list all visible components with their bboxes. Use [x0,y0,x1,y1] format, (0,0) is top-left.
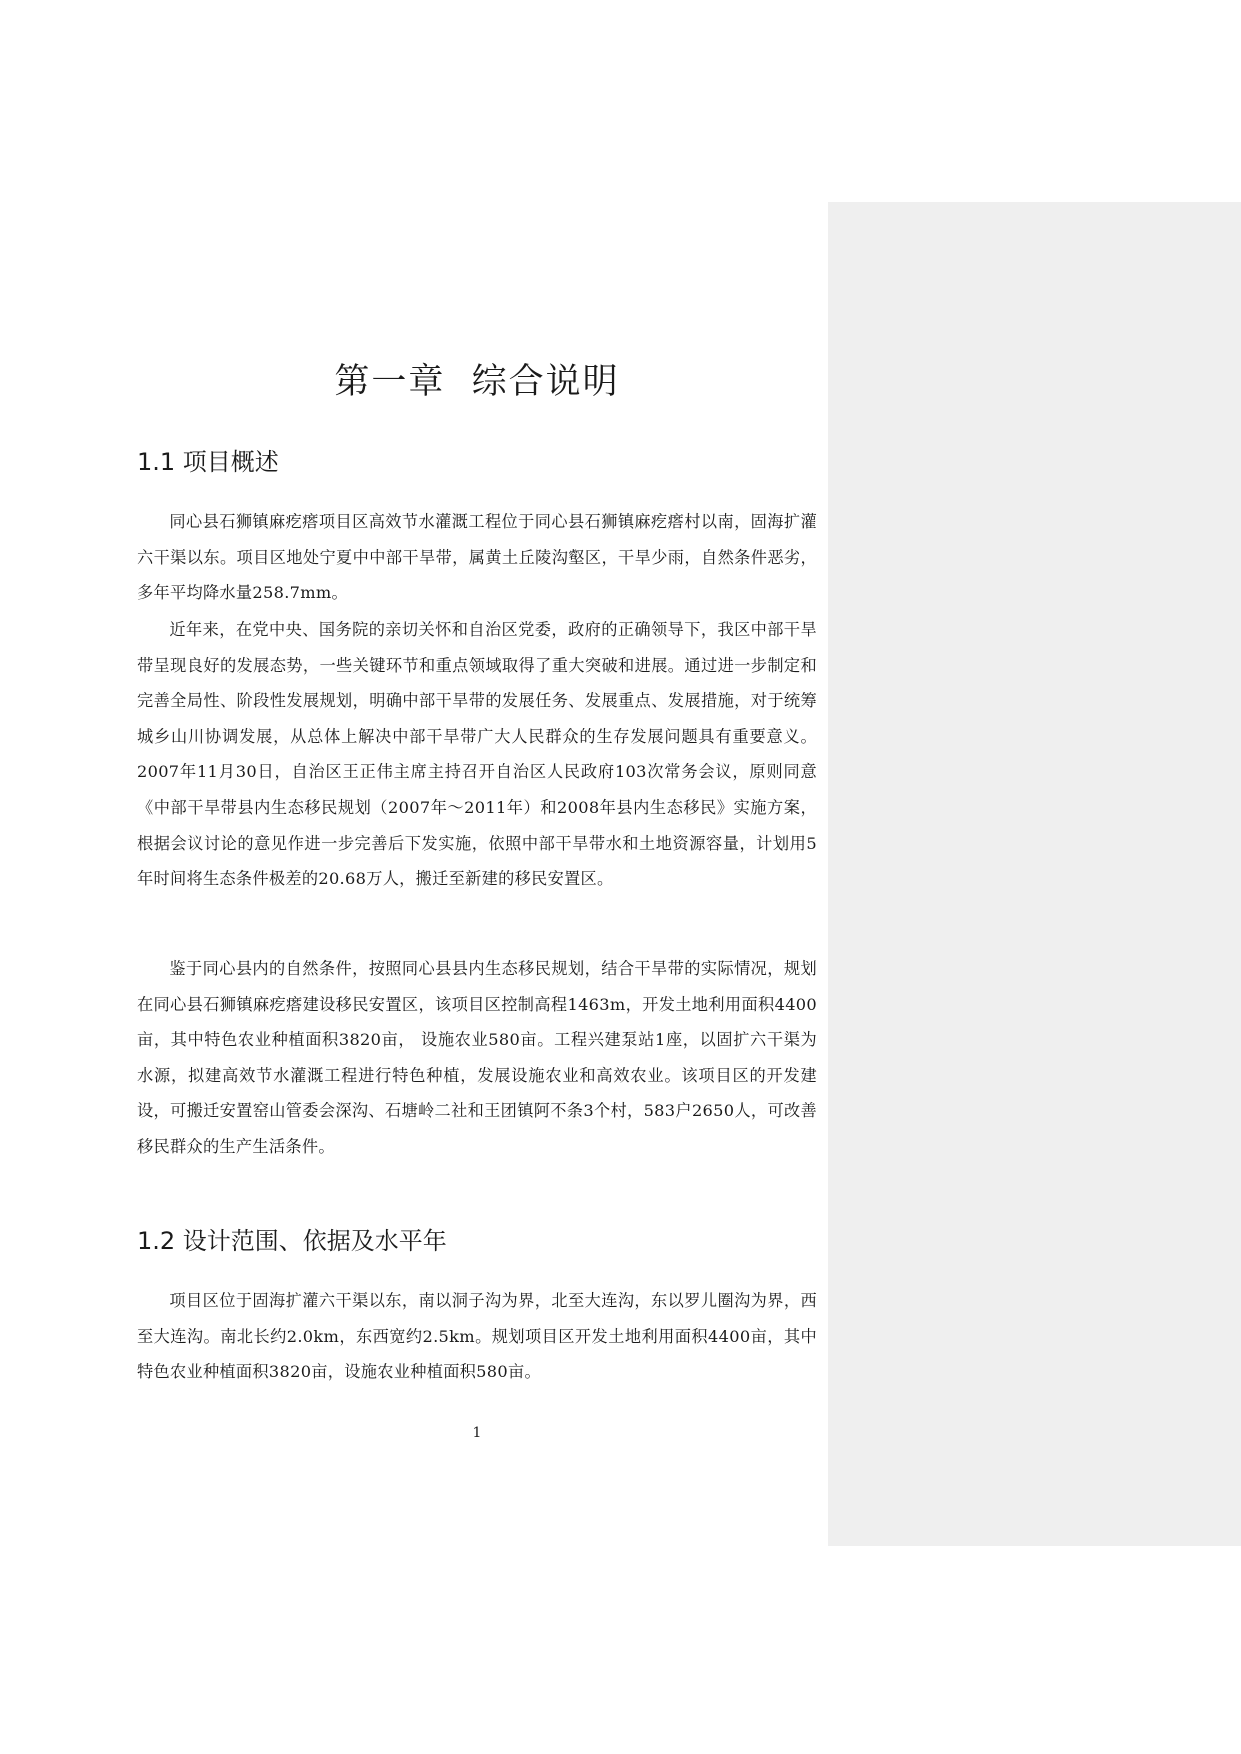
paragraph-design-scope: 项目区位于固海扩灌六干渠以东，南以洞子沟为界，北至大连沟，东以罗儿圈沟为界，西至大连沟。南北长约2.0km，东西宽约2.5km。规划项目区开发土地利用面积4400亩，其中特色农业种植面积3820亩，设施农业种植面积580亩。 [137,1291,817,1382]
paragraph-policy-background: 近年来，在党中央、国务院的亲切关怀和自治区党委，政府的正确领导下，我区中部干旱带呈现良好的发展态势，一些关键环节和重点领域取得了重大突破和进展。通过进一步制定和完善全局性、阶段性发展规划，明确中部干旱带的发展任务、发展重点、发展措施，对于统筹城乡山川协调发展，从总体上解决中部干旱带广大人民群众的生存发展问题具有重要意义。2007年11月30日，自治区王正伟主席主持召开自治区人民政府103次常务会议，原则同意《中部干旱带县内生态移民规划（2007年～2011年）和2008年县内生态移民》实施方案，根据会议讨论的意见作进一步完善后下发实施，依照中部干旱带水和土地资源容量，计划用5年时间将生态条件极差的20.68万人，搬迁至新建的移民安置区。 [137,620,817,889]
page-number: 1 [472,1425,482,1441]
comment-margin-pane [828,202,1241,1546]
section-heading-1-1: 1.1 项目概述 [137,448,279,476]
document-page [137,0,817,1754]
paragraph-resettlement-plan: 鉴于同心县内的自然条件，按照同心县县内生态移民规划，结合干旱带的实际情况，规划在同心县石狮镇麻疙瘩建设移民安置区，该项目区控制高程1463m，开发土地利用面积4400亩，其中特色农业种植面积3820亩， 设施农业580亩。工程兴建泵站1座，以固扩六干渠为水源，拟建高效节水灌溉工程进行特色种植，发展设施农业和高效农业。该项目区的开发建设，可搬迁安置窑山管委会深沟、石塘岭二社和王团镇阿不条3个村，583户2650人，可改善移民群众的生产生活条件。 [137,959,817,1156]
chapter-title: 第一章 综合说明 [334,362,620,402]
section-heading-1-2: 1.2 设计范围、依据及水平年 [137,1227,447,1255]
paragraph-project-location: 同心县石狮镇麻疙瘩项目区高效节水灌溉工程位于同心县石狮镇麻疙瘩村以南，固海扩灌六干渠以东。项目区地处宁夏中中部干旱带，属黄土丘陵沟壑区，干旱少雨，自然条件恶劣，多年平均降水量258.7mm。 [137,512,817,603]
